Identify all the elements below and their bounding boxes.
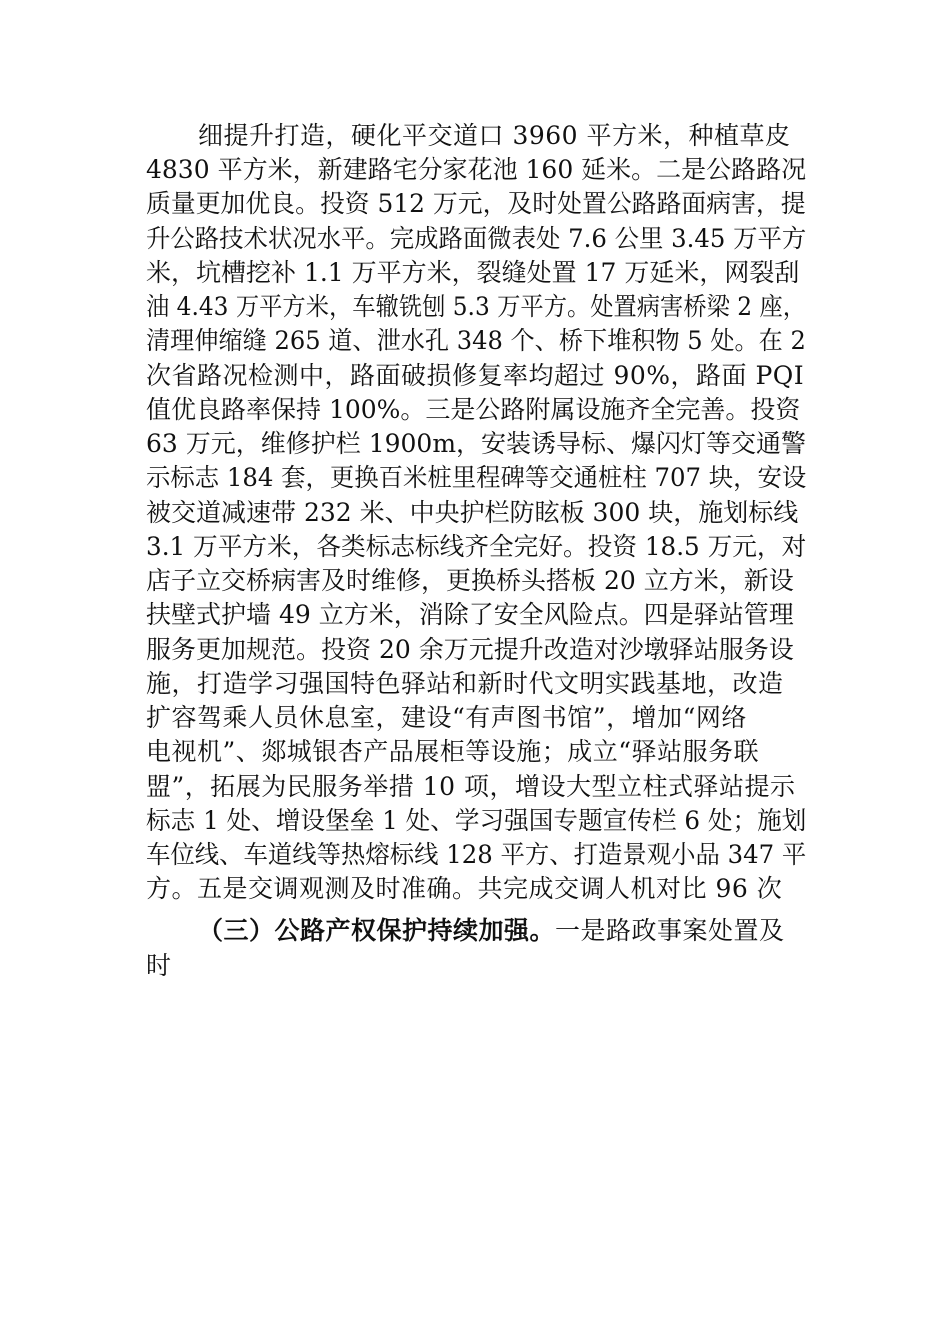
- paragraph-line: 示标志 184 套，更换百米桩里程碑等交通桩柱 707 块，安设: [146, 463, 807, 492]
- paragraph-line: 扩容驾乘人员休息室，建设“有声图书馆”，增加“网络: [146, 703, 747, 732]
- section-heading: （三）公路产权保护持续加强。: [198, 916, 556, 945]
- section-heading-line: [198, 914, 806, 948]
- paragraph-line: 店子立交桥病害及时维修，更换桥头搭板 20 立方米，新设: [146, 566, 794, 595]
- paragraph-line: 时: [146, 951, 172, 980]
- paragraph-line: 标志 1 处、增设堡垒 1 处、学习强国专题宣传栏 6 处；施划: [146, 806, 807, 835]
- paragraph-line: 施，打造学习强国特色驿站和新时代文明实践基地，改造: [146, 669, 784, 698]
- paragraph-line: 扶壁式护墙 49 立方米，消除了安全风险点。四是驿站管理: [146, 600, 794, 629]
- paragraph-line: 服务更加规范。投资 20 余万元提升改造对沙墩驿站服务设: [146, 635, 794, 664]
- paragraph-line: 4830 平方米，新建路宅分家花池 160 延米。二是公路路况: [146, 155, 807, 184]
- paragraph-line: 63 万元，维修护栏 1900m，安装诱导标、爆闪灯等交通警: [146, 429, 807, 458]
- paragraph-line: 质量更加优良。投资 512 万元，及时处置公路路面病害，提: [146, 189, 806, 218]
- section-heading-continuation: 一是路政事案处置及: [555, 916, 785, 945]
- paragraph-line: 车位线、车道线等热熔标线 128 平方、打造景观小品 347 平: [146, 840, 807, 869]
- paragraph-line: 方。五是交调观测及时准确。共完成交调人机对比 96 次: [146, 874, 783, 903]
- paragraph-line: 盟”，拓展为民服务举措 10 项，增设大型立柱式驿站提示: [146, 772, 796, 801]
- paragraph-line: 升公路技术状况水平。完成路面微表处 7.6 公里 3.45 万平方: [146, 224, 807, 253]
- paragraph-line: 清理伸缩缝 265 道、泄水孔 348 个、桥下堆积物 5 处。在 2: [146, 326, 806, 355]
- paragraph-line: 细提升打造，硬化平交道口 3960 平方米，种植草皮: [198, 121, 791, 150]
- paragraph-line: 3.1 万平方米，各类标志标线齐全完好。投资 18.5 万元，对: [146, 532, 807, 561]
- paragraph-line: 电视机”、郯城银杏产品展柜等设施；成立“驿站服务联: [146, 737, 760, 766]
- paragraph-line: 值优良路率保持 100%。三是公路附属设施齐全完善。投资: [146, 395, 801, 424]
- paragraph-line: 次省路况检测中，路面破损修复率均超过 90%，路面 PQI: [146, 361, 805, 390]
- paragraph-line: 油 4.43 万平方米，车辙铣刨 5.3 万平方。处置病害桥梁 2 座，: [146, 292, 807, 321]
- paragraph-line: 被交道减速带 232 米、中央护栏防眩板 300 块，施划标线: [146, 498, 799, 527]
- paragraph-line: 米，坑槽挖补 1.1 万平方米，裂缝处置 17 万延米，网裂刮: [146, 258, 800, 287]
